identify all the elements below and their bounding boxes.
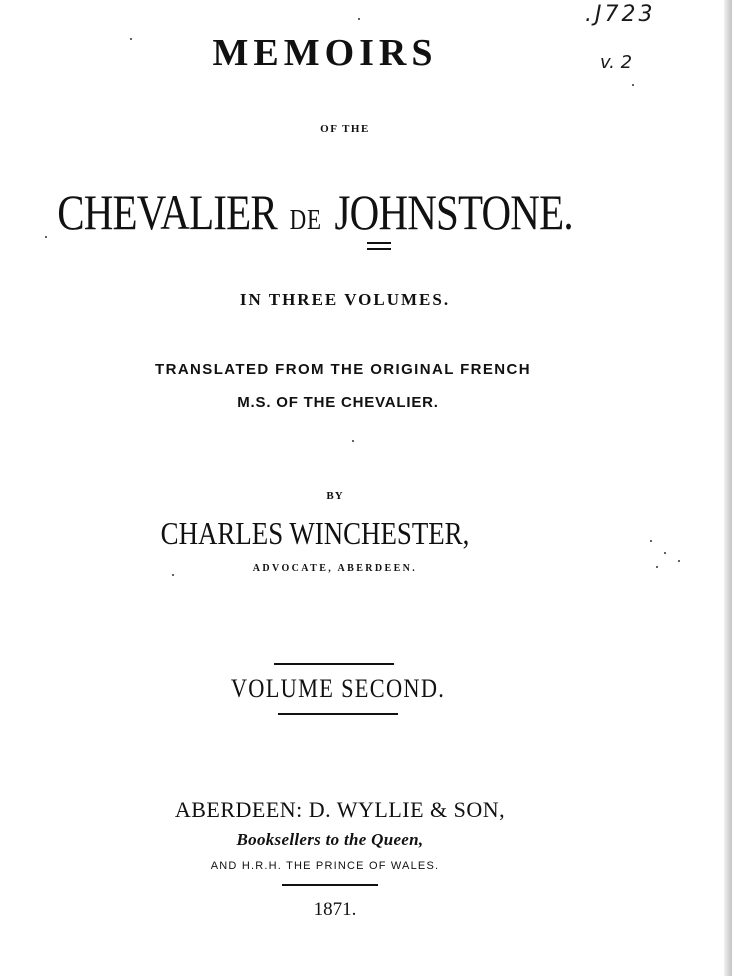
handwritten-call-number: .J723	[585, 2, 656, 27]
pen-underline-mark	[367, 248, 391, 250]
handwritten-volume-mark: v. 2	[600, 52, 633, 73]
volumes-note: IN THREE VOLUMES.	[239, 290, 451, 309]
translation-line-2: M.S. OF THE CHEVALIER.	[237, 394, 439, 411]
paper-speck	[650, 540, 652, 542]
translation-line-1: TRANSLATED FROM THE ORIGINAL FRENCH	[155, 361, 531, 378]
author-name: CHARLES WINCHESTER,	[160, 515, 470, 551]
rule-above-volume	[274, 663, 394, 665]
paper-speck	[45, 236, 47, 238]
publisher-line: ABERDEEN: D. WYLLIE & SON,	[174, 797, 506, 822]
paper-speck	[656, 566, 658, 568]
rule-above-year	[282, 884, 378, 886]
volume-label: VOLUME SECOND.	[230, 674, 446, 703]
pen-underline-mark	[367, 242, 391, 244]
paper-speck	[358, 18, 360, 20]
book-title: MEMOIRS	[212, 32, 438, 74]
paper-speck	[172, 574, 174, 576]
paper-speck	[352, 440, 354, 442]
author-title: ADVOCATE, ABERDEEN.	[252, 563, 418, 574]
paper-speck	[632, 84, 634, 86]
prince-line: AND H.R.H. THE PRINCE OF WALES.	[210, 860, 440, 872]
by-label: BY	[326, 490, 344, 502]
subject-main: CHEVALIER	[57, 184, 277, 240]
rule-below-volume	[278, 713, 398, 715]
subject-name: JOHNSTONE.	[334, 184, 573, 240]
subject-heading	[32, 183, 598, 241]
paper-speck	[664, 552, 666, 554]
publication-year: 1871.	[313, 899, 357, 920]
subject-particle: DE	[289, 205, 322, 236]
booksellers-line: Booksellers to the Queen,	[236, 830, 424, 849]
paper-speck	[130, 38, 132, 40]
of-the-label: OF THE	[320, 123, 370, 135]
paper-speck	[678, 560, 680, 562]
page-edge-shadow	[724, 0, 732, 976]
